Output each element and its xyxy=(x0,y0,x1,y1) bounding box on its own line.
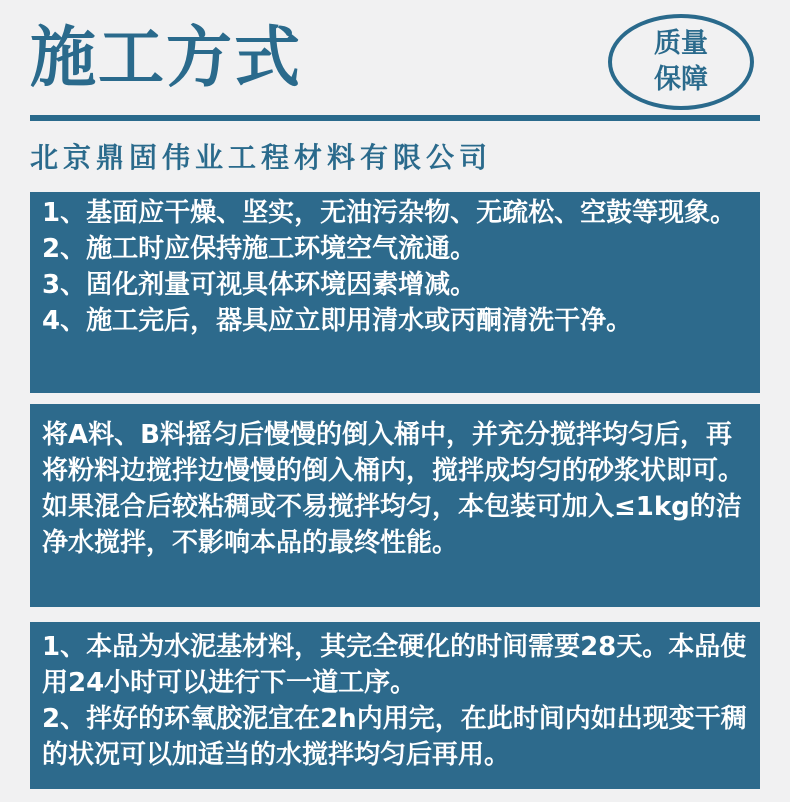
note-item: 2、施工时应保持施工环境空气流通。 xyxy=(42,234,477,264)
mixing-instructions-panel xyxy=(30,404,760,607)
construction-notes-panel xyxy=(30,192,760,393)
company-name: 北京鼎固伟业工程材料有限公司 xyxy=(30,141,493,174)
quality-badge xyxy=(608,14,754,110)
page-title: 施工方式 xyxy=(30,19,302,96)
note-item: 1、基面应干燥、坚实，无油污杂物、无疏松、空鼓等现象。 xyxy=(42,198,737,228)
note-item: 2、拌好的环氧胶泥宜在2h内用完，在此时间内如出现变干稠的状况可以加适当的水搅拌均匀后再用。 xyxy=(42,704,747,770)
note-item: 1、本品为水泥基材料，其完全硬化的时间需要28天。本品使用24小时可以进行下一道工序。 xyxy=(42,632,747,698)
mixing-paragraph: 将A料、B料摇匀后慢慢的倒入桶中，并充分搅拌均匀后，再将粉料边搅拌边慢慢的倒入桶内，搅拌成均匀的砂浆状即可。如果混合后较粘稠或不易搅拌均匀，本包装可加入≤1kg的洁净水搅拌，不影响本品的最终性能。 xyxy=(42,420,745,558)
badge-line-2: 保障 xyxy=(654,64,708,95)
note-item: 3、固化剂量可视具体环境因素增减。 xyxy=(42,270,477,300)
curing-notes-panel xyxy=(30,622,760,789)
badge-line-1: 质量 xyxy=(654,28,708,59)
title-divider xyxy=(30,115,760,121)
note-item: 4、施工完后，器具应立即用清水或丙酮清洗干净。 xyxy=(42,306,633,336)
